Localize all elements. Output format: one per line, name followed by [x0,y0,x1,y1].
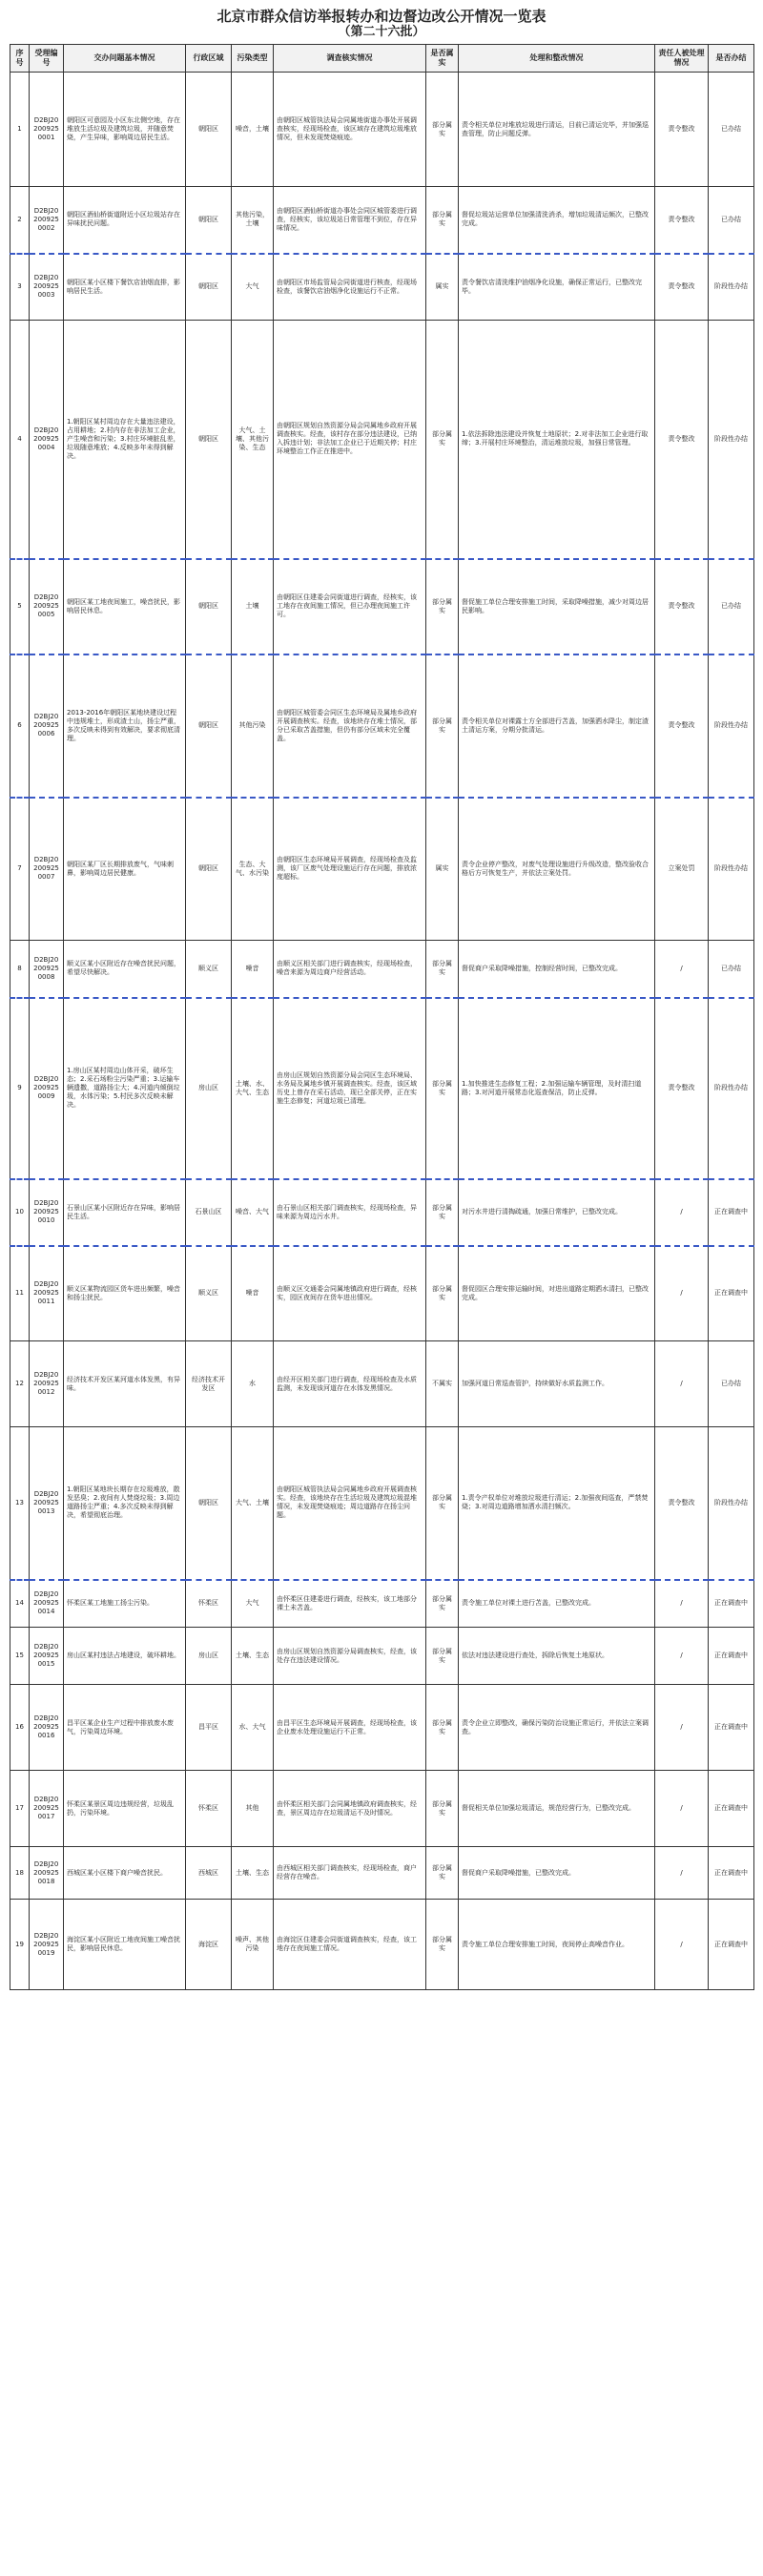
penalty-status: / [655,1847,709,1900]
completion-status: 已办结 [709,941,754,998]
district-cell: 朝阳区 [186,73,232,187]
complaint-id: D2BJ202009250001 [30,73,64,187]
table-body [10,73,754,1990]
completion-status: 阶段性办结 [709,254,754,321]
complaint-id: D2BJ202009250014 [30,1580,64,1628]
table-row [10,1341,754,1427]
pollution-type: 土壤 [232,559,274,654]
issue-text: 顺义区某物流园区货车进出频繁，噪音和扬尘扰民。 [64,1246,186,1341]
action-text: 责令企业立即整改，确保污染防治设施正常运行，并依法立案调查。 [459,1685,655,1771]
issue-text: 2013-2016年朝阳区某地块建设过程中违规堆土，形成渣土山，扬尘严重，多次反映未得到有效解决，要求彻底清理。 [64,654,186,798]
table-row [10,1580,754,1628]
issue-text: 西城区某小区楼下商户噪音扰民。 [64,1847,186,1900]
col-header-district: 行政区域 [186,45,232,73]
page-title: 北京市群众信访举报转办和边督边改公开情况一览表 [217,8,546,25]
col-header-done: 是否办结 [709,45,754,73]
complaint-id: D2BJ202009250003 [30,254,64,321]
survey-text: 由朝阳区城管委会同区生态环境局及属地乡政府开展调查核实。经查，该地块存在堆土情况，部分已采取苫盖措施，但仍有部分区域未完全覆盖。 [274,654,426,798]
district-cell: 经济技术开发区 [186,1341,232,1427]
penalty-status: / [655,941,709,998]
table-row [10,187,754,254]
penalty-status: 责令整改 [655,187,709,254]
issue-text: 朝阳区某工地夜间施工，噪音扰民，影响居民休息。 [64,559,186,654]
survey-text: 由朝阳区住建委会同街道进行调查，经核实，该工地存在夜间施工情况，但已办理夜间施工许可。 [274,559,426,654]
complaint-id: D2BJ202009250006 [30,654,64,798]
completion-status: 正在调查中 [709,1628,754,1685]
table-row [10,654,754,798]
pollution-type: 噪音 [232,941,274,998]
survey-text: 由朝阳区城管执法局会同属地街道办事处开展调查核实，经现场检查，该区域存在建筑垃圾堆放情况，但未发现焚烧痕迹。 [274,73,426,187]
action-text: 1.依法拆除违法建设并恢复土地原状；2.对非法加工企业进行取缔；3.开展村庄环境整治，清运堆放垃圾，加强日常管理。 [459,321,655,559]
table-row [10,1771,754,1847]
col-header-id: 受理编号 [30,45,64,73]
complaint-id: D2BJ202009250015 [30,1628,64,1685]
survey-text: 由怀柔区住建委进行调查，经核实，该工地部分裸土未苫盖。 [274,1580,426,1628]
action-text: 责令企业停产整改，对废气处理设施进行升级改造，整改验收合格后方可恢复生产，并依法立案处罚。 [459,798,655,941]
complaint-id: D2BJ202009250019 [30,1900,64,1990]
issue-text: 朝阳区酒仙桥街道附近小区垃圾站存在异味扰民问题。 [64,187,186,254]
verified-status: 部分属实 [426,559,459,654]
row-number: 12 [10,1341,30,1427]
penalty-status: / [655,1628,709,1685]
complaint-id: D2BJ202009250008 [30,941,64,998]
complaint-id: D2BJ202009250013 [30,1427,64,1580]
issue-text: 怀柔区某景区周边违规经营，垃圾乱扔，污染环境。 [64,1771,186,1847]
issue-text: 1.朝阳区某地块长期存在垃圾堆放，散发恶臭；2.夜间有人焚烧垃圾；3.周边道路扬尘严重；4.多次反映未得到解决，希望彻底治理。 [64,1427,186,1580]
pollution-type: 噪音，土壤 [232,73,274,187]
survey-text: 由朝阳区城管执法局会同属地乡政府开展调查核实。经查，该地块存在生活垃圾及建筑垃圾混堆情况，未发现焚烧痕迹；周边道路存在扬尘问题。 [274,1427,426,1580]
table-row [10,1246,754,1341]
penalty-status: / [655,1900,709,1990]
row-number: 8 [10,941,30,998]
verified-status: 部分属实 [426,1900,459,1990]
pollution-type: 土壤、生态 [232,1628,274,1685]
survey-text: 由石景山区相关部门调查核实，经现场检查，异味来源为周边污水井。 [274,1179,426,1246]
table-row [10,798,754,941]
issue-text: 1.房山区某村周边山体开采，破坏生态；2.采石场粉尘污染严重；3.运输车辆遗撒，道路扬尘大；4.河道内倾倒垃圾，水体污染；5.村民多次反映未解决。 [64,998,186,1179]
row-number: 15 [10,1628,30,1685]
completion-status: 正在调查中 [709,1685,754,1771]
row-number: 18 [10,1847,30,1900]
district-cell: 朝阳区 [186,187,232,254]
col-header-no: 序号 [10,45,30,73]
table-row [10,1427,754,1580]
completion-status: 阶段性办结 [709,1427,754,1580]
table-row [10,1847,754,1900]
district-cell: 朝阳区 [186,1427,232,1580]
verified-status: 部分属实 [426,1771,459,1847]
verified-status: 部分属实 [426,321,459,559]
action-text: 督促商户采取降噪措施，控制经营时间，已整改完成。 [459,941,655,998]
verified-status: 部分属实 [426,998,459,1179]
survey-text: 由房山区规划自然资源分局调查核实，经查，该处存在违法建设情况。 [274,1628,426,1685]
penalty-status: 责令整改 [655,654,709,798]
row-number: 10 [10,1179,30,1246]
pollution-type: 其他污染 [232,654,274,798]
table-row [10,1685,754,1771]
complaint-id: D2BJ202009250012 [30,1341,64,1427]
penalty-status: / [655,1341,709,1427]
action-text: 督促施工单位合理安排施工时间，采取降噪措施，减少对周边居民影响。 [459,559,655,654]
district-cell: 房山区 [186,998,232,1179]
row-number: 6 [10,654,30,798]
verified-status: 属实 [426,254,459,321]
table-row [10,73,754,187]
verified-status: 部分属实 [426,1427,459,1580]
district-cell: 朝阳区 [186,654,232,798]
complaint-id: D2BJ202009250017 [30,1771,64,1847]
pollution-type: 其他污染，土壤 [232,187,274,254]
district-cell: 海淀区 [186,1900,232,1990]
survey-text: 由朝阳区生态环境局开展调查，经现场检查及监测，该厂区废气处理设施运行存在问题，排放浓度超标。 [274,798,426,941]
completion-status: 正在调查中 [709,1771,754,1847]
penalty-status: 责令整改 [655,73,709,187]
survey-text: 由怀柔区相关部门会同属地镇政府调查核实，经查，景区周边存在垃圾清运不及时情况。 [274,1771,426,1847]
row-number: 11 [10,1246,30,1341]
col-header-type: 污染类型 [232,45,274,73]
table-row [10,941,754,998]
district-cell: 朝阳区 [186,254,232,321]
row-number: 13 [10,1427,30,1580]
completion-status: 已办结 [709,1341,754,1427]
pollution-type: 噪音、大气 [232,1179,274,1246]
row-number: 4 [10,321,30,559]
verified-status: 部分属实 [426,1685,459,1771]
penalty-status: 责令整改 [655,254,709,321]
action-text: 督促垃圾站运营单位加强清洗消杀，增加垃圾清运频次，已整改完成。 [459,187,655,254]
completion-status: 阶段性办结 [709,998,754,1179]
completion-status: 正在调查中 [709,1580,754,1628]
table-row [10,559,754,654]
issue-text: 石景山区某小区附近存在异味，影响居民生活。 [64,1179,186,1246]
pollution-type: 水、大气 [232,1685,274,1771]
verified-status: 部分属实 [426,941,459,998]
verified-status: 属实 [426,798,459,941]
col-header-survey: 调查核实情况 [274,45,426,73]
completion-status: 已办结 [709,559,754,654]
col-header-verified: 是否属实 [426,45,459,73]
verified-status: 部分属实 [426,1580,459,1628]
district-cell: 西城区 [186,1847,232,1900]
row-number: 16 [10,1685,30,1771]
survey-text: 由朝阳区市场监管局会同街道进行核查，经现场检查，该餐饮店油烟净化设施运行不正常。 [274,254,426,321]
action-text: 责令餐饮店清洗维护油烟净化设施，确保正常运行，已整改完毕。 [459,254,655,321]
complaint-id: D2BJ202009250010 [30,1179,64,1246]
action-text: 责令相关单位对裸露土方全部进行苫盖，加强洒水降尘，制定渣土清运方案，分期分批清运。 [459,654,655,798]
row-number: 1 [10,73,30,187]
pollution-type: 大气、土壤、其他污染、生态 [232,321,274,559]
penalty-status: / [655,1771,709,1847]
pollution-type: 生态、大气、水污染 [232,798,274,941]
verified-status: 部分属实 [426,1628,459,1685]
district-cell: 顺义区 [186,1246,232,1341]
survey-text: 由顺义区相关部门进行调查核实，经现场检查，噪音来源为周边商户经营活动。 [274,941,426,998]
district-cell: 朝阳区 [186,559,232,654]
action-text: 责令施工单位对裸土进行苫盖，已整改完成。 [459,1580,655,1628]
row-number: 3 [10,254,30,321]
pollution-type: 水 [232,1341,274,1427]
action-text: 1.责令产权单位对堆放垃圾进行清运；2.加强夜间巡查，严禁焚烧；3.对周边道路增加洒水清扫频次。 [459,1427,655,1580]
completion-status: 已办结 [709,187,754,254]
completion-status: 已办结 [709,73,754,187]
completion-status: 阶段性办结 [709,321,754,559]
row-number: 19 [10,1900,30,1990]
action-text: 1.加快推进生态修复工程；2.加强运输车辆管理，及时清扫道路；3.对河道开展常态化巡查保洁，防止反弹。 [459,998,655,1179]
verified-status: 部分属实 [426,1246,459,1341]
verified-status: 部分属实 [426,187,459,254]
verified-status: 部分属实 [426,73,459,187]
issue-text: 1.朝阳区某村周边存在大量违法建设，占用耕地；2.村内存在非法加工企业，产生噪音和污染；3.村庄环境脏乱差，垃圾随意堆放；4.反映多年未得到解决。 [64,321,186,559]
action-text: 督促园区合理安排运输时间，对进出道路定期洒水清扫，已整改完成。 [459,1246,655,1341]
row-number: 5 [10,559,30,654]
table-row [10,1628,754,1685]
penalty-status: / [655,1685,709,1771]
penalty-status: / [655,1580,709,1628]
complaint-id: D2BJ202009250016 [30,1685,64,1771]
table-header-row [10,45,754,73]
complaint-id: D2BJ202009250011 [30,1246,64,1341]
verified-status: 部分属实 [426,1179,459,1246]
action-text: 责令相关单位对堆放垃圾进行清运，目前已清运完毕，并加强巡查管理，防止问题反弹。 [459,73,655,187]
district-cell: 怀柔区 [186,1771,232,1847]
district-cell: 房山区 [186,1628,232,1685]
penalty-status: 责令整改 [655,321,709,559]
completion-status: 正在调查中 [709,1246,754,1341]
pollution-type: 大气 [232,254,274,321]
survey-text: 由西城区相关部门调查核实，经现场检查，商户经营存在噪音。 [274,1847,426,1900]
row-number: 7 [10,798,30,941]
survey-text: 由朝阳区规划自然资源分局会同属地乡政府开展调查核实。经查，该村存在部分违法建设，已纳入拆违计划；非法加工企业已于近期关停；村庄环境整治工作正在推进中。 [274,321,426,559]
verified-status: 不属实 [426,1341,459,1427]
complaint-id: D2BJ202009250002 [30,187,64,254]
survey-text: 由昌平区生态环境局开展调查，经现场检查，该企业废水处理设施运行不正常。 [274,1685,426,1771]
action-text: 督促相关单位加强垃圾清运，规范经营行为，已整改完成。 [459,1771,655,1847]
issue-text: 怀柔区某工地施工扬尘污染。 [64,1580,186,1628]
report-table [10,44,754,1990]
penalty-status: / [655,1179,709,1246]
issue-text: 顺义区某小区附近存在噪音扰民问题，希望尽快解决。 [64,941,186,998]
survey-text: 由经开区相关部门进行调查，经现场检查及水质监测，未发现该河道存在水体发黑情况。 [274,1341,426,1427]
completion-status: 正在调查中 [709,1847,754,1900]
col-header-action: 处理和整改情况 [459,45,655,73]
district-cell: 石景山区 [186,1179,232,1246]
issue-text: 朝阳区可意园及小区东北侧空地，存在堆放生活垃圾及建筑垃圾，并随意焚烧，产生异味，影响周边居民生活。 [64,73,186,187]
penalty-status: / [655,1246,709,1341]
issue-text: 朝阳区某厂区长期排放废气，气味刺鼻，影响周边居民健康。 [64,798,186,941]
issue-text: 海淀区某小区附近工地夜间施工噪音扰民，影响居民休息。 [64,1900,186,1990]
issue-text: 昌平区某企业生产过程中排放废水废气，污染周边环境。 [64,1685,186,1771]
pollution-type: 土壤、水、大气、生态 [232,998,274,1179]
issue-text: 经济技术开发区某河道水体发黑，有异味。 [64,1341,186,1427]
district-cell: 昌平区 [186,1685,232,1771]
complaint-id: D2BJ202009250009 [30,998,64,1179]
row-number: 2 [10,187,30,254]
complaint-id: D2BJ202009250007 [30,798,64,941]
page-subtitle: （第二十六批） [338,25,425,39]
pollution-type: 土壤、生态 [232,1847,274,1900]
row-number: 17 [10,1771,30,1847]
row-number: 9 [10,998,30,1179]
penalty-status: 责令整改 [655,559,709,654]
col-header-issue: 交办问题基本情况 [64,45,186,73]
completion-status: 阶段性办结 [709,654,754,798]
penalty-status: 责令整改 [655,998,709,1179]
survey-text: 由房山区规划自然资源分局会同区生态环境局、水务局及属地乡镇开展调查核实。经查，该区域历史上曾存在采石活动，现已全部关停，正在实施生态修复；河道垃圾已清理。 [274,998,426,1179]
penalty-status: 立案处罚 [655,798,709,941]
table-row [10,321,754,559]
pollution-type: 大气、土壤 [232,1427,274,1580]
col-header-penalty: 责任人被处理情况 [655,45,709,73]
issue-text: 朝阳区某小区楼下餐饮店油烟直排，影响居民生活。 [64,254,186,321]
survey-text: 由海淀区住建委会同街道调查核实，经查，该工地存在夜间施工情况。 [274,1900,426,1990]
complaint-id: D2BJ202009250018 [30,1847,64,1900]
table-row [10,1900,754,1990]
action-text: 责令施工单位合理安排施工时间，夜间停止高噪音作业。 [459,1900,655,1990]
pollution-type: 噪音 [232,1246,274,1341]
survey-text: 由朝阳区酒仙桥街道办事处会同区城管委进行调查，经核实，该垃圾站日常管理不到位，存在异味情况。 [274,187,426,254]
pollution-type: 噪声、其他污染 [232,1900,274,1990]
completion-status: 阶段性办结 [709,798,754,941]
row-number: 14 [10,1580,30,1628]
complaint-id: D2BJ202009250005 [30,559,64,654]
pollution-type: 大气 [232,1580,274,1628]
action-text: 加强河道日常巡查管护，持续做好水质监测工作。 [459,1341,655,1427]
issue-text: 房山区某村违法占地建设，破坏耕地。 [64,1628,186,1685]
verified-status: 部分属实 [426,1847,459,1900]
district-cell: 朝阳区 [186,321,232,559]
district-cell: 朝阳区 [186,798,232,941]
district-cell: 顺义区 [186,941,232,998]
district-cell: 怀柔区 [186,1580,232,1628]
table-row [10,254,754,321]
verified-status: 部分属实 [426,654,459,798]
complaint-id: D2BJ202009250004 [30,321,64,559]
pollution-type: 其他 [232,1771,274,1847]
action-text: 督促商户采取降噪措施，已整改完成。 [459,1847,655,1900]
table-row [10,998,754,1179]
completion-status: 正在调查中 [709,1179,754,1246]
action-text: 依法对违法建设进行查处，拆除后恢复土地原状。 [459,1628,655,1685]
action-text: 对污水井进行清掏疏通，加强日常维护，已整改完成。 [459,1179,655,1246]
penalty-status: 责令整改 [655,1427,709,1580]
completion-status: 正在调查中 [709,1900,754,1990]
survey-text: 由顺义区交通委会同属地镇政府进行调查，经核实，园区夜间存在货车进出情况。 [274,1246,426,1341]
table-row [10,1179,754,1246]
